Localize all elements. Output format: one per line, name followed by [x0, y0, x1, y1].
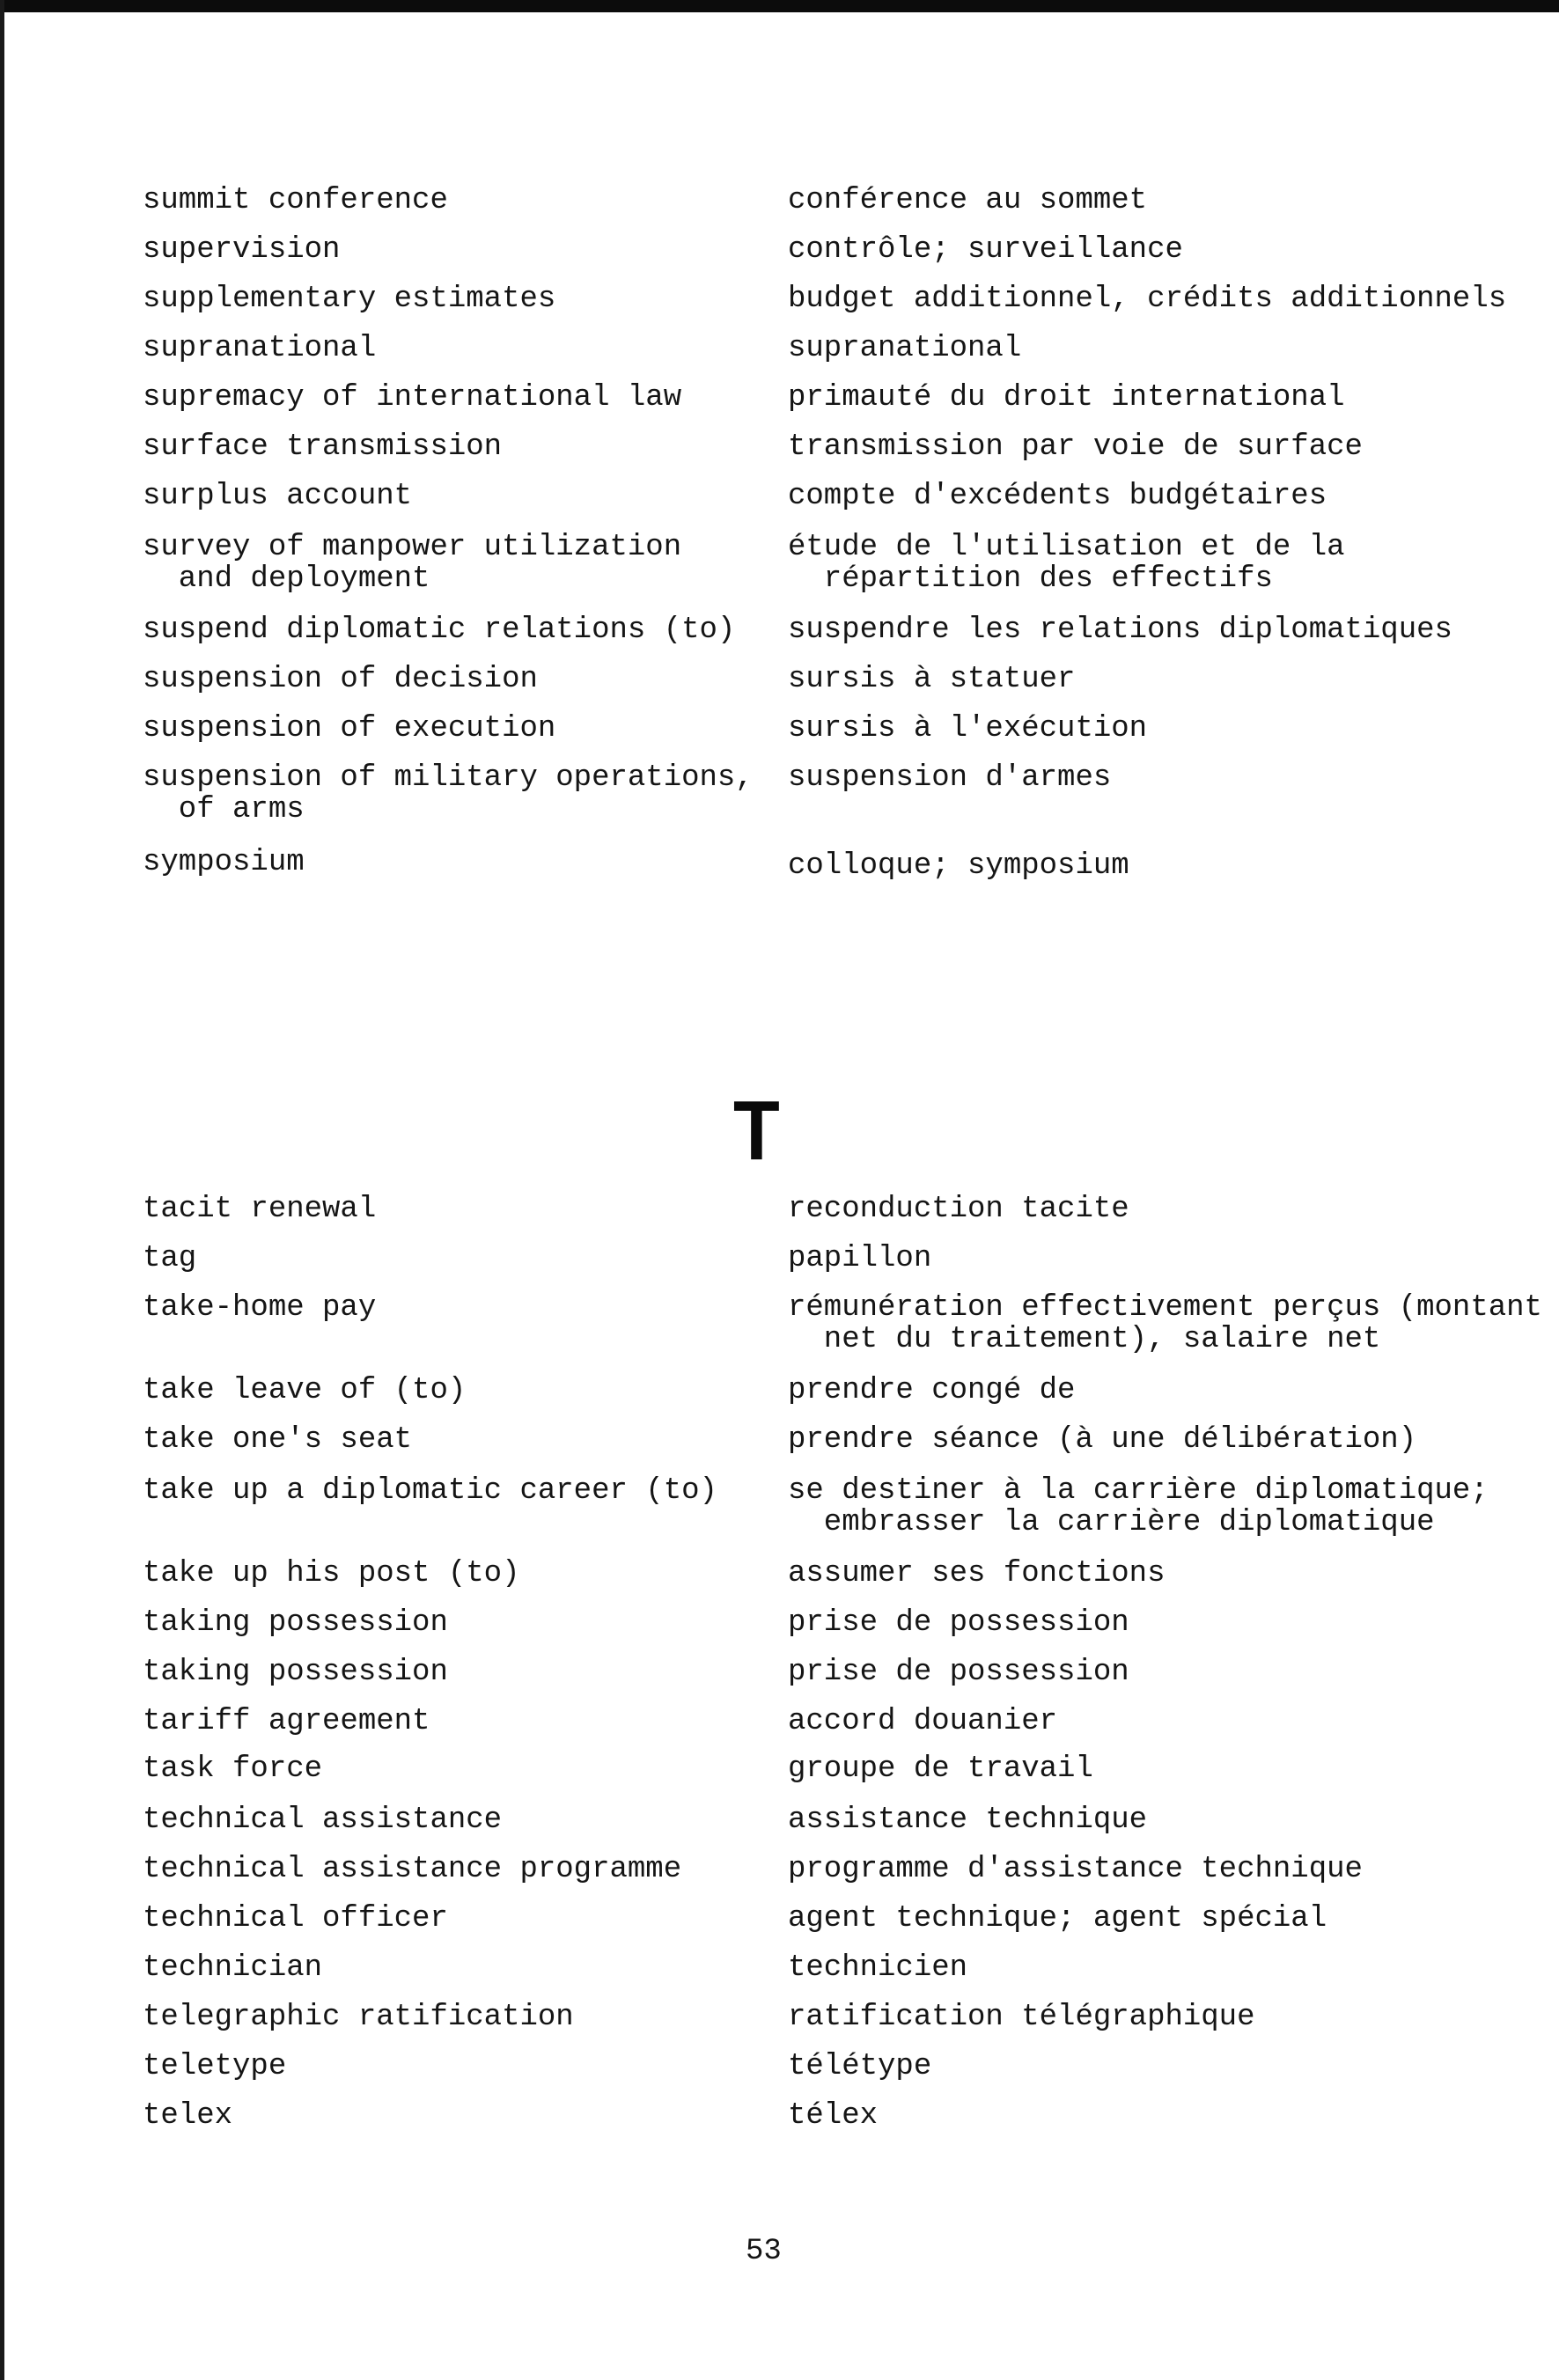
english-term: symposium: [143, 846, 305, 879]
english-term: teletype: [143, 2050, 287, 2083]
scan-left-border: [0, 0, 4, 2380]
french-term: sursis à statuer: [788, 663, 1076, 696]
french-term: supranational: [788, 332, 1022, 365]
french-term: papillon: [788, 1242, 932, 1275]
french-term: prendre séance (à une délibération): [788, 1423, 1417, 1457]
french-term: ratification télégraphique: [788, 2001, 1255, 2034]
french-term: primauté du droit international: [788, 381, 1345, 415]
letter-heading: T: [733, 1083, 780, 1178]
french-term: prise de possession: [788, 1656, 1129, 1689]
french-term: étude de l'utilisation et de la répartition des effectifs: [788, 531, 1345, 596]
english-term: take-home pay: [143, 1291, 377, 1325]
english-term: survey of manpower utilization and deployment: [143, 531, 682, 596]
french-term: se destiner à la carrière diplomatique; embrasser la carrière diplomatique: [788, 1474, 1489, 1539]
english-term: surface transmission: [143, 430, 503, 464]
french-term: compte d'excédents budgétaires: [788, 480, 1327, 513]
french-term: prise de possession: [788, 1606, 1129, 1640]
english-term: surplus account: [143, 480, 413, 513]
english-term: take one's seat: [143, 1423, 413, 1457]
french-term: suspendre les relations diplomatiques: [788, 613, 1452, 647]
french-term: sursis à l'exécution: [788, 712, 1148, 746]
french-term: suspension d'armes: [788, 761, 1112, 795]
french-term: groupe de travail: [788, 1752, 1093, 1786]
french-term: rémunération effectivement perçus (montant net du traitement), salaire net: [788, 1291, 1542, 1356]
french-term: conférence au sommet: [788, 184, 1148, 217]
french-term: reconduction tacite: [788, 1193, 1129, 1226]
english-term: tacit renewal: [143, 1193, 377, 1226]
english-term: suspension of execution: [143, 712, 556, 746]
english-term: suspension of decision: [143, 663, 538, 696]
english-term: tag: [143, 1242, 197, 1275]
english-term: suspend diplomatic relations (to): [143, 613, 736, 647]
english-term: supervision: [143, 233, 341, 267]
page-number: 53: [746, 2235, 782, 2268]
french-term: télétype: [788, 2050, 932, 2083]
english-term: supremacy of international law: [143, 381, 682, 415]
french-term: contrôle; surveillance: [788, 233, 1183, 267]
english-term: telex: [143, 2099, 233, 2133]
french-term: accord douanier: [788, 1705, 1058, 1738]
french-term: agent technique; agent spécial: [788, 1902, 1327, 1936]
french-term: prendre congé de: [788, 1374, 1076, 1407]
english-term: taking possession: [143, 1656, 448, 1689]
english-term: tariff agreement: [143, 1705, 430, 1738]
english-term: telegraphic ratification: [143, 2001, 574, 2034]
english-term: supplementary estimates: [143, 283, 556, 316]
english-term: take up a diplomatic career (to): [143, 1474, 717, 1508]
english-term: technical assistance programme: [143, 1853, 682, 1886]
english-term: technician: [143, 1951, 323, 1985]
english-term: technical assistance: [143, 1803, 503, 1837]
french-term: programme d'assistance technique: [788, 1853, 1363, 1886]
french-term: télex: [788, 2099, 879, 2133]
english-term: suspension of military operations, of arms: [143, 761, 754, 826]
english-term: supranational: [143, 332, 377, 365]
english-term: take up his post (to): [143, 1557, 520, 1590]
english-term: taking possession: [143, 1606, 448, 1640]
french-term: colloque; symposium: [788, 849, 1129, 883]
scan-top-border: [0, 0, 1559, 12]
french-term: technicien: [788, 1951, 968, 1985]
french-term: budget additionnel, crédits additionnels: [788, 283, 1507, 316]
english-term: take leave of (to): [143, 1374, 467, 1407]
french-term: assumer ses fonctions: [788, 1557, 1166, 1590]
french-term: transmission par voie de surface: [788, 430, 1363, 464]
english-term: summit conference: [143, 184, 448, 217]
french-term: assistance technique: [788, 1803, 1148, 1837]
english-term: task force: [143, 1752, 323, 1786]
english-term: technical officer: [143, 1902, 448, 1936]
